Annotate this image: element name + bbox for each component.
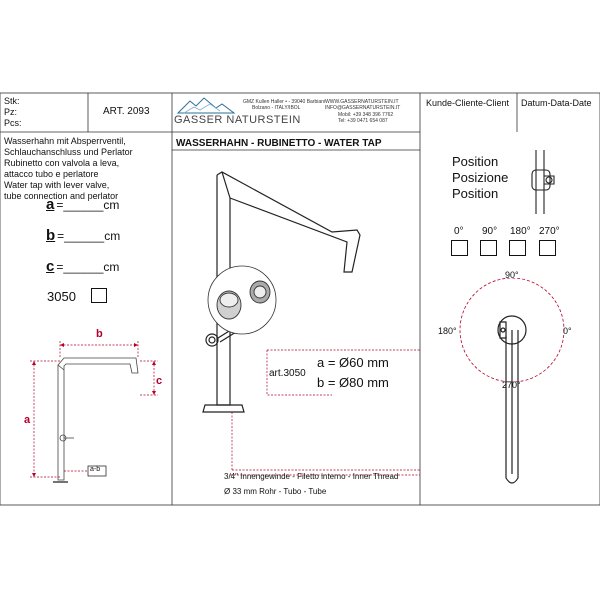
label-pcs: Pcs: xyxy=(4,118,22,128)
company-tel: Tel: +39 0471 654 087 xyxy=(338,118,388,124)
description-line: tube connection and perlator xyxy=(4,191,119,201)
dimension-a-field[interactable] xyxy=(46,196,119,213)
side-label-ab: a-b xyxy=(90,466,101,473)
angle-label-270: 270° xyxy=(539,226,560,237)
dimension-c-blank: =______cm xyxy=(56,260,120,274)
position-icon xyxy=(520,148,560,216)
dimension-b-blank: =______cm xyxy=(57,229,121,243)
dial-label-0: 0° xyxy=(563,326,572,336)
dial-label-270: 270° xyxy=(502,380,521,390)
side-label-b: b xyxy=(96,328,103,340)
perlator-a-value: a = Ø60 mm xyxy=(317,355,389,370)
dimension-c-field[interactable] xyxy=(46,258,119,275)
description-line: Rubinetto con valvola a leva, xyxy=(4,158,120,168)
angle-label-0: 0° xyxy=(454,226,464,237)
side-label-c: c xyxy=(156,375,163,387)
option-3050-label: 3050 xyxy=(47,289,76,304)
angle-270-checkbox[interactable] xyxy=(539,240,556,256)
thread-note: 3/4" Innengewinde - Filetto interno - Inner Thread xyxy=(224,472,399,481)
dimension-a-blank: =______cm xyxy=(56,198,120,212)
position-heading-de: Position xyxy=(452,154,499,169)
date-label: Datum-Data-Date xyxy=(521,98,592,108)
description-line: Wasserhahn mit Absperrventil, xyxy=(4,136,126,146)
angle-90-checkbox[interactable] xyxy=(480,240,497,256)
perlator-b-value: b = Ø80 mm xyxy=(317,375,389,390)
dial-label-180: 180° xyxy=(438,326,457,336)
dial-label-90: 90° xyxy=(505,270,519,280)
company-address-2: Bolzano - ITALY/IBOL xyxy=(252,105,301,111)
company-address-1: GMZ Kullen Haller • - 39040 Barbiani xyxy=(243,99,326,105)
dimension-b-letter: b xyxy=(46,227,56,244)
label-stk: Stk: xyxy=(4,96,20,106)
dimension-a-letter: a xyxy=(46,196,55,213)
position-heading-en: Position xyxy=(452,186,499,201)
option-3050-checkbox[interactable] xyxy=(91,288,107,303)
description-line: attacco tubo e perlatore xyxy=(4,169,99,179)
dimension-c-letter: c xyxy=(46,258,55,275)
angle-label-90: 90° xyxy=(482,226,498,237)
art-3050-label: art.3050 xyxy=(269,368,306,379)
main-tap-drawing xyxy=(172,150,420,505)
angle-0-checkbox[interactable] xyxy=(451,240,468,256)
company-mobile: Mobil: +39 348 396 7762 xyxy=(338,112,394,118)
description-line: Schlauchanschluss und Perlator xyxy=(4,147,133,157)
article-number: ART. 2093 xyxy=(103,106,150,117)
company-email: INFO@GASSERNATURSTEIN.IT xyxy=(325,105,401,111)
customer-label: Kunde-Cliente-Client xyxy=(426,98,510,108)
side-label-a: a xyxy=(24,414,31,426)
tube-note: Ø 33 mm Rohr - Tubo - Tube xyxy=(224,487,327,496)
angle-180-checkbox[interactable] xyxy=(509,240,526,256)
main-title: WASSERHAHN - RUBINETTO - WATER TAP xyxy=(176,138,382,149)
mountain-logo-icon xyxy=(176,96,236,114)
dimension-b-field[interactable] xyxy=(46,227,120,244)
description xyxy=(4,136,133,202)
angle-label-180: 180° xyxy=(510,226,531,237)
company-web: WWW.GASSERNATURSTEIN.IT xyxy=(325,99,399,105)
position-heading xyxy=(452,154,508,202)
description-line: Water tap with lever valve, xyxy=(4,180,110,190)
position-heading-it: Posizione xyxy=(452,170,509,185)
company-logo-text: GASSER NATURSTEIN xyxy=(174,114,301,126)
label-pz: Pz: xyxy=(4,107,18,117)
